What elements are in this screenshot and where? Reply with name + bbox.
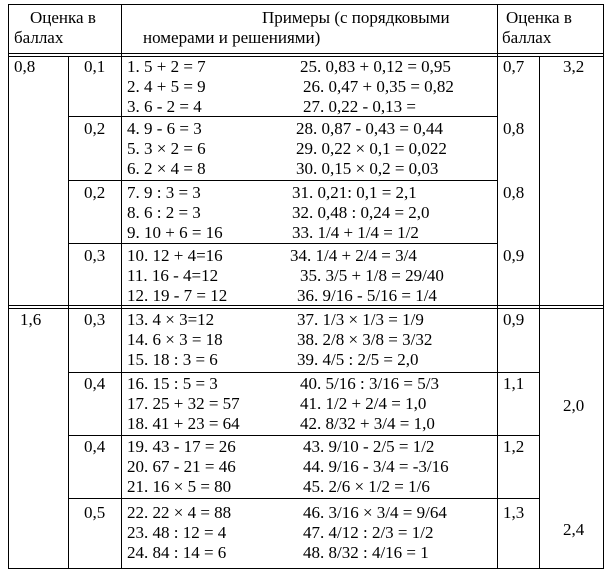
example: 11. 16 - 4=12	[127, 266, 219, 285]
rule	[68, 56, 69, 569]
header-mid-line2: номерами и решениями)	[143, 28, 321, 47]
row-score: 0,4	[84, 374, 106, 393]
group-right-total: 2,4	[563, 520, 585, 539]
example: 45. 2/6 × 1/2 = 1/6	[303, 477, 430, 496]
example: 18. 41 + 23 = 64	[127, 414, 240, 433]
example: 15. 18 : 3 = 6	[127, 350, 218, 369]
row-right-score: 0,9	[503, 246, 525, 265]
example: 27. 0,22 - 0,13 =	[303, 97, 416, 116]
example: 5. 3 × 2 = 6	[127, 139, 206, 158]
example: 28. 0,87 - 0,43 = 0,44	[296, 119, 443, 138]
row-score: 0,3	[84, 310, 106, 329]
example: 24. 84 : 14 = 6	[127, 543, 227, 562]
row-score: 0,5	[84, 503, 106, 522]
example: 25. 0,83 + 0,12 = 0,95	[300, 57, 451, 76]
example: 23. 48 : 12 = 4	[127, 523, 227, 542]
example: 7. 9 : 3 = 3	[127, 183, 201, 202]
rule	[539, 56, 540, 569]
group-right-total: 3,2	[563, 57, 585, 76]
example: 13. 4 × 3=12	[127, 310, 215, 329]
example: 10. 12 + 4=16	[127, 246, 223, 265]
example: 14. 6 × 3 = 18	[127, 330, 223, 349]
example: 37. 1/3 × 1/3 = 1/9	[297, 310, 424, 329]
example: 21. 16 × 5 = 80	[127, 477, 232, 496]
example: 4. 9 - 6 = 3	[127, 119, 202, 138]
rule	[8, 4, 9, 569]
example: 31. 0,21: 0,1 = 2,1	[292, 183, 417, 202]
rule	[68, 435, 539, 436]
header-left-line2: баллах	[14, 28, 64, 47]
rule	[121, 4, 122, 569]
example: 32. 0,48 : 0,24 = 2,0	[292, 203, 430, 222]
rule	[8, 53, 604, 54]
rule	[8, 4, 604, 5]
row-score: 0,1	[84, 57, 106, 76]
example: 40. 5/16 : 3/16 = 5/3	[300, 374, 439, 393]
row-right-score: 1,2	[503, 437, 525, 456]
header-mid-line1: Примеры (с порядковыми	[262, 8, 450, 27]
example: 6. 2 × 4 = 8	[127, 159, 206, 178]
example: 3. 6 - 2 = 4	[127, 97, 202, 116]
rule	[497, 4, 498, 569]
example: 42. 8/32 + 3/4 = 1,0	[300, 414, 435, 433]
example: 19. 43 - 17 = 26	[127, 437, 236, 456]
example: 36. 9/16 - 5/16 = 1/4	[297, 286, 437, 305]
example: 34. 1/4 + 2/4 = 3/4	[290, 246, 417, 265]
row-score: 0,2	[84, 119, 106, 138]
example: 12. 19 - 7 = 12	[127, 286, 228, 305]
example: 46. 3/16 × 3/4 = 9/64	[303, 503, 447, 522]
rule	[68, 180, 498, 181]
row-score: 0,4	[84, 437, 106, 456]
example: 39. 4/5 : 2/5 = 2,0	[297, 350, 419, 369]
example: 47. 4/12 : 2/3 = 1/2	[303, 523, 434, 542]
example: 44. 9/16 - 3/4 = -3/16	[303, 457, 449, 476]
group-right-total: 2,0	[563, 396, 585, 415]
header-right-line1: Оценка в	[506, 8, 572, 27]
example: 22. 22 × 4 = 88	[127, 503, 232, 522]
rule	[8, 568, 604, 569]
example: 38. 2/8 × 3/8 = 3/32	[297, 330, 433, 349]
example: 2. 4 + 5 = 9	[127, 77, 206, 96]
group-total: 1,6	[20, 310, 42, 329]
example: 30. 0,15 × 0,2 = 0,03	[296, 159, 439, 178]
row-score: 0,3	[84, 246, 106, 265]
example: 8. 6 : 2 = 3	[127, 203, 201, 222]
rule	[68, 498, 539, 499]
example: 20. 67 - 21 = 46	[127, 457, 236, 476]
example: 35. 3/5 + 1/8 = 29/40	[300, 266, 444, 285]
example: 1. 5 + 2 = 7	[127, 57, 206, 76]
rule	[68, 372, 539, 373]
example: 41. 1/2 + 2/4 = 1,0	[300, 394, 427, 413]
example: 9. 10 + 6 = 16	[127, 223, 223, 242]
example: 17. 25 + 32 = 57	[127, 394, 240, 413]
header-right-line2: баллах	[502, 28, 552, 47]
row-right-score: 0,9	[503, 310, 525, 329]
rule	[603, 4, 604, 569]
example: 33. 1/4 + 1/4 = 1/2	[292, 223, 419, 242]
rule	[8, 308, 604, 309]
example: 48. 8/32 : 4/16 = 1	[303, 543, 429, 562]
row-right-score: 0,8	[503, 183, 525, 202]
rule	[68, 243, 498, 244]
header-left-line1: Оценка в	[30, 8, 96, 27]
example: 43. 9/10 - 2/5 = 1/2	[303, 437, 435, 456]
row-right-score: 0,8	[503, 119, 525, 138]
example: 16. 15 : 5 = 3	[127, 374, 218, 393]
row-right-score: 1,1	[503, 374, 525, 393]
example: 29. 0,22 × 0,1 = 0,022	[296, 139, 447, 158]
row-score: 0,2	[84, 183, 106, 202]
row-right-score: 0,7	[503, 57, 525, 76]
example: 26. 0,47 + 0,35 = 0,82	[303, 77, 454, 96]
row-right-score: 1,3	[503, 503, 525, 522]
group-total: 0,8	[14, 57, 36, 76]
